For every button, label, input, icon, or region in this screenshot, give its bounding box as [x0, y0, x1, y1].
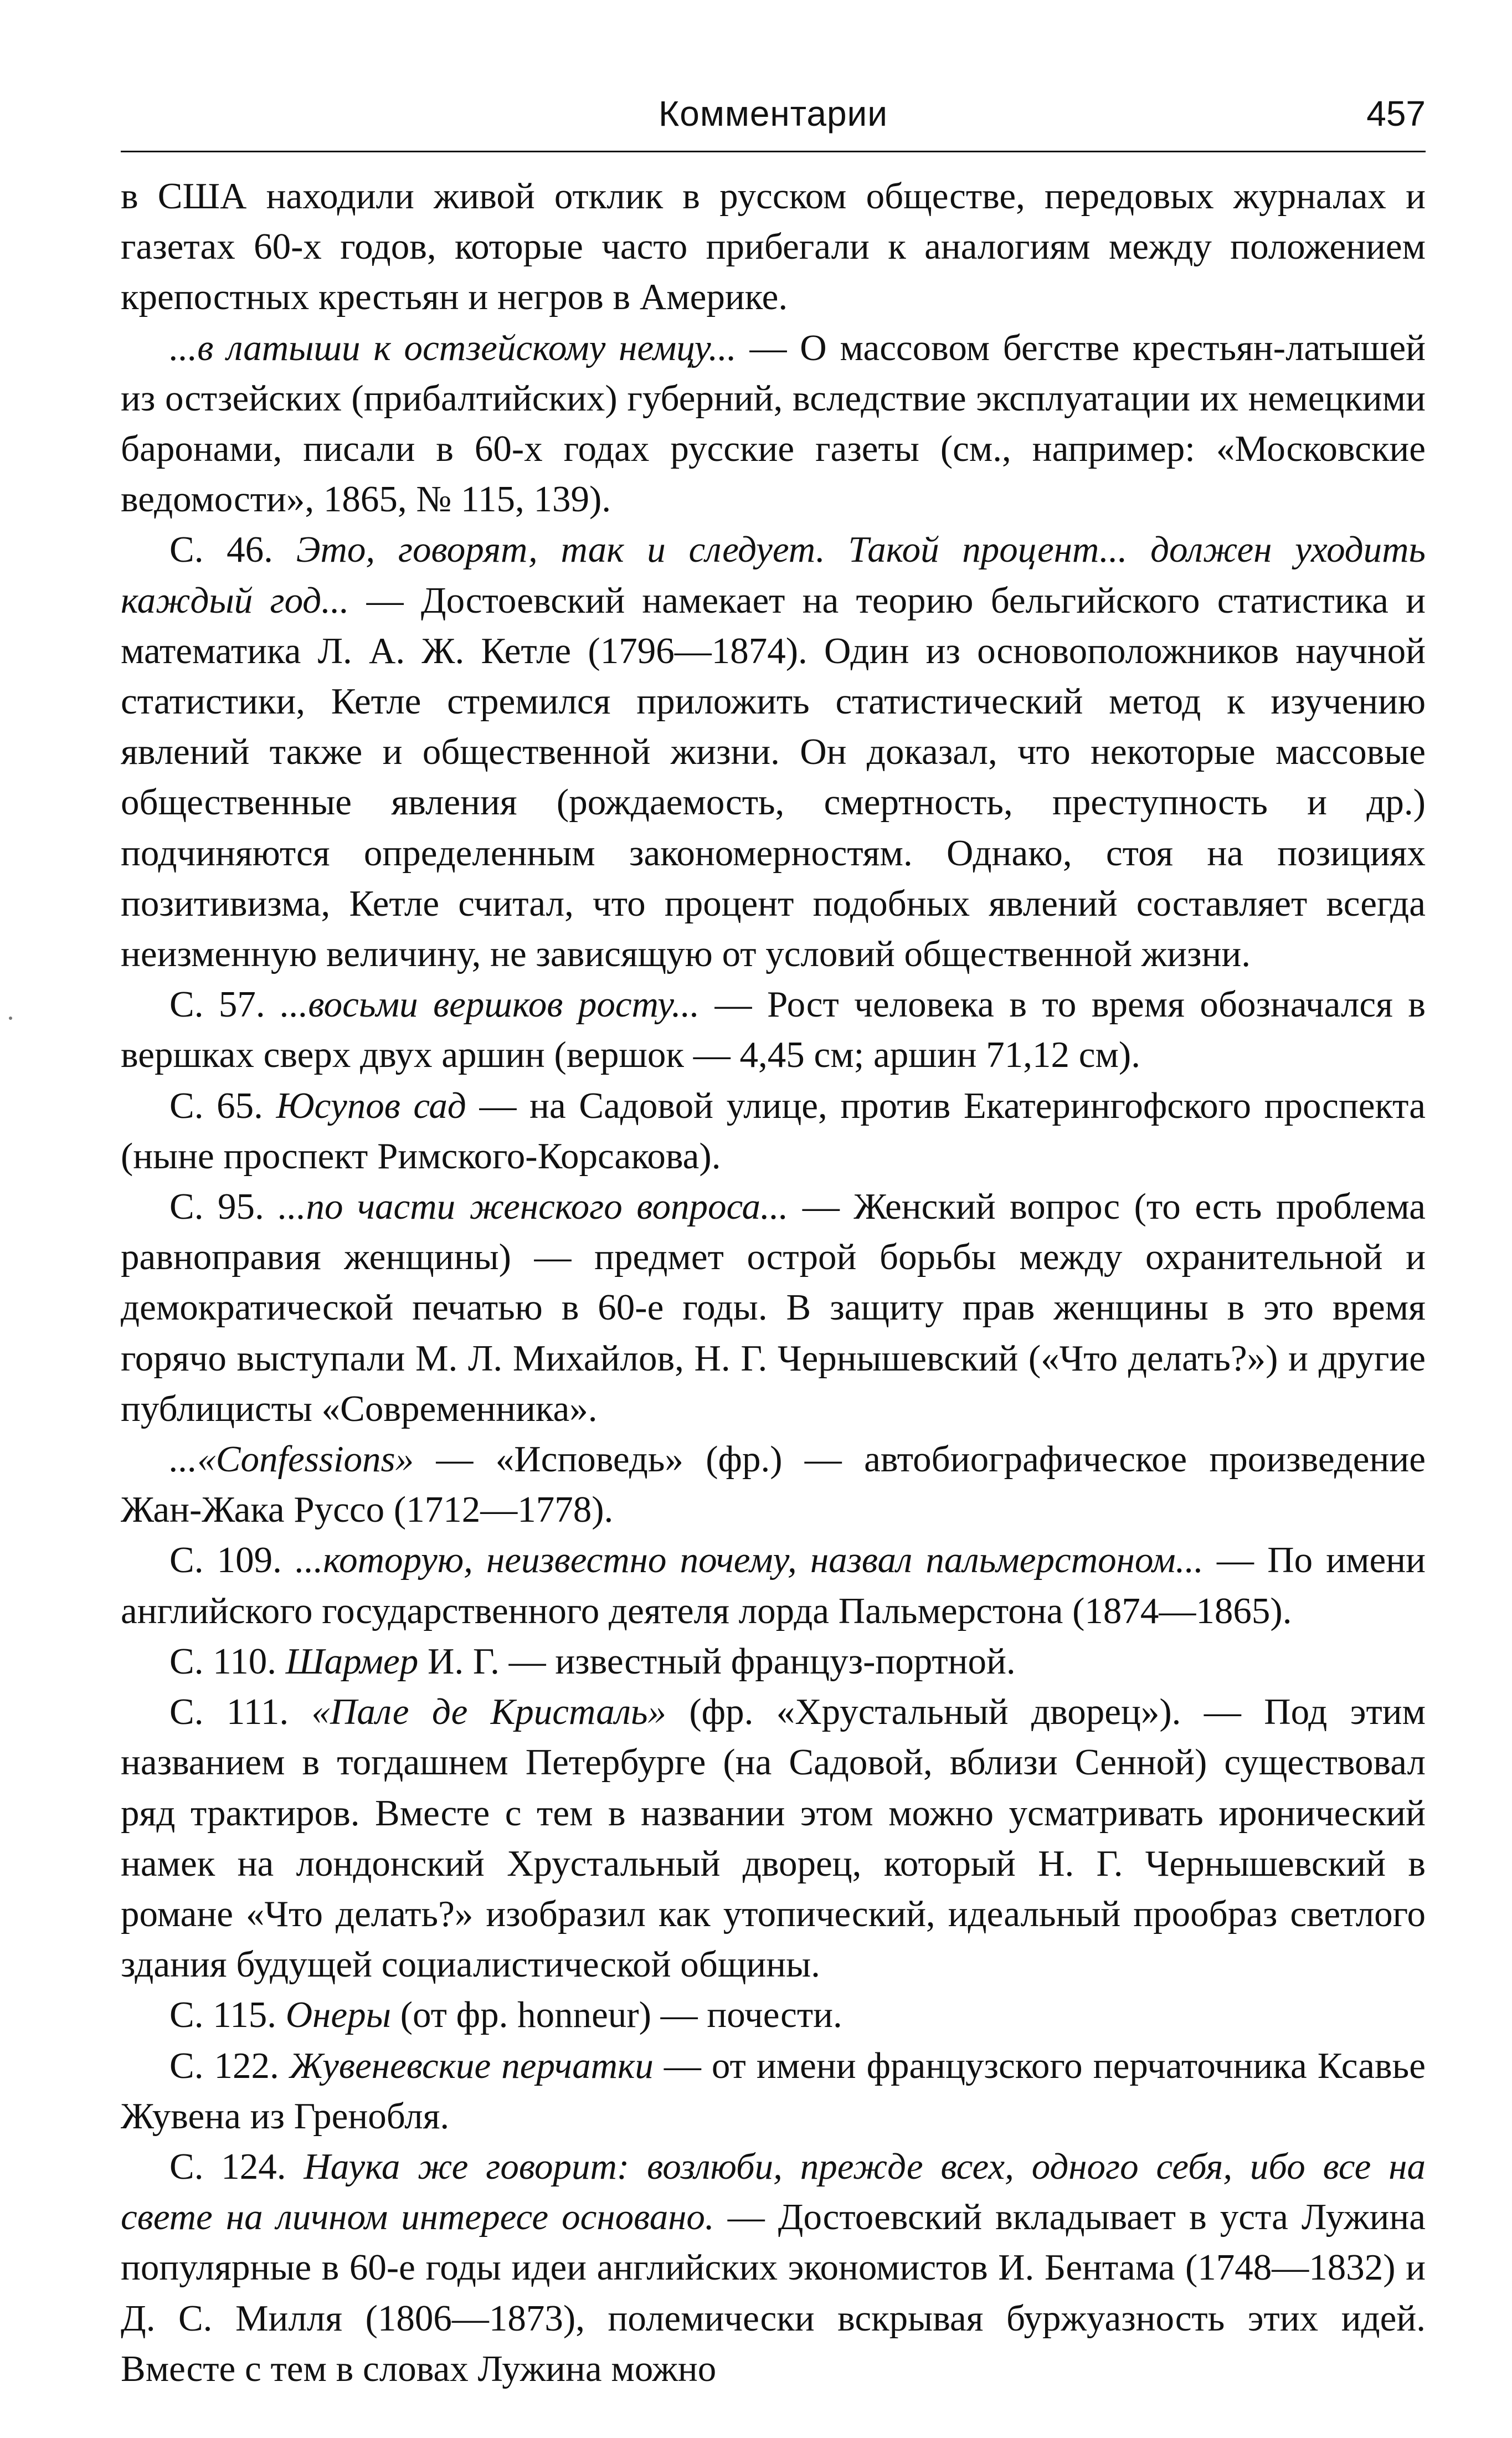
commentary-paragraph [121, 171, 1426, 323]
commentary-segment: С. 57. [169, 984, 281, 1025]
quoted-phrase: «Пале де Кристаль» [311, 1691, 666, 1733]
commentary-paragraph [121, 1182, 1426, 1434]
quoted-phrase: ...которую, неизвестно почему, назвал пальмерстоном... [295, 1539, 1204, 1581]
commentary-segment: — Рост человека в то время обозначался в вершках сверх двух аршин (вершок — 4,45 см; аршин 71,12 см). [121, 984, 1426, 1076]
commentary-segment: С. 115. [169, 1994, 286, 2036]
commentary-segment: — О массовом бегстве крестьян-латышей из остзейских (прибалтийских) губерний, вследствие эксплуатации их немецкими баронами, писали в 60-х годах русские газеты (см., например: «Московские ведомости», 1865, № 115, 139). [121, 327, 1426, 520]
commentary-segment: С. 124. [169, 2146, 304, 2187]
commentary-segment: (от фр. honneur) — почести. [390, 1994, 842, 2036]
quoted-phrase: Это, говорят, так и следует. Такой процент... должен уходить каждый год... [121, 529, 1426, 621]
margin-mark [9, 1017, 12, 1020]
commentary-paragraph [121, 1990, 1426, 2040]
commentary-segment: — Женский вопрос (то есть проблема равноправия женщины) — предмет острой борьбы между охранительной и демократической печатью в 60-е годы. В защиту прав женщины в это время горячо выступали М. Л. Михайлов, Н. Г. Чернышевский («Что делать?») и другие публицисты «Современника». [121, 1186, 1426, 1429]
commentary-paragraph [121, 1535, 1426, 1636]
quoted-phrase: Шармер [285, 1640, 419, 1682]
quoted-phrase: Онеры [285, 1994, 391, 2036]
commentary-paragraph [121, 1081, 1426, 1182]
commentary-paragraph [121, 1434, 1426, 1535]
header-title: Комментарии [658, 94, 888, 134]
commentary-paragraph [121, 1687, 1426, 1990]
quoted-phrase: ...восьми вершков росту... [280, 984, 700, 1025]
commentary-segment: — Достоевский намекает на теорию бельгийского статистика и математика Л. А. Ж. Кетле (1796—1874). Один из основоположников научной статистики, Кетле стремился приложить статистический метод к изучению явлений также и общественной жизни. Он доказал, что некоторые массовые общественные явления (рождаемость, смертность, преступность и др.) подчиняются определенным закономерностям. Однако, стоя на позициях позитивизма, Кетле считал, что процент подобных явлений составляет всегда неизменную величину, не зависящую от условий общественной жизни. [121, 579, 1426, 975]
commentary-segment: И. Г. — известный француз-портной. [418, 1640, 1016, 1682]
commentary-paragraph [121, 1636, 1426, 1687]
commentary-segment: — на Садовой улице, против Екатерингофского проспекта (ныне проспект Римского-Корсакова). [121, 1085, 1426, 1177]
commentary-segment: С. 46. [169, 529, 296, 571]
commentary-text [121, 171, 1426, 2394]
commentary-segment: С. 111. [169, 1691, 312, 1733]
quoted-phrase: ...по части женского вопроса... [278, 1186, 789, 1228]
quoted-phrase: ...в латыши к остзейскому немцу... [169, 327, 737, 368]
book-page [121, 89, 1426, 2394]
quoted-phrase: Наука же говорит: возлюби, прежде всех, одного себя, ибо все на свете на личном интересе основано. [121, 2146, 1426, 2238]
commentary-paragraph [121, 2142, 1426, 2394]
commentary-segment: — Достоевский вкладывает в уста Лужина популярные в 60-е годы идеи английских экономистов И. Бентама (1748—1832) и Д. С. Милля (1806—1873), полемически вскрывая буржуазность этих идей. Вместе с тем в словах Лужина можно [121, 2196, 1426, 2389]
running-header [121, 89, 1426, 152]
commentary-paragraph [121, 2041, 1426, 2142]
commentary-segment: — По имени английского государственного деятеля лорда Пальмерстона (1874—1865). [121, 1539, 1426, 1631]
commentary-segment: в США находили живой отклик в русском обществе, передовых журналах и газетах 60-х годов, которые часто прибегали к аналогиям между положением крепостных крестьян и негров в Америке. [121, 176, 1426, 318]
commentary-segment: С. 109. [169, 1539, 296, 1581]
commentary-paragraph [121, 323, 1426, 525]
commentary-segment: С. 65. [169, 1085, 276, 1126]
commentary-segment: С. 122. [169, 2045, 290, 2086]
commentary-paragraph [121, 979, 1426, 1080]
commentary-segment: (фр. «Хрустальный дворец»). — Под этим названием в тогдашнем Петербурге (на Садовой, вблизи Сенной) существовал ряд трактиров. Вместе с тем в названии этом можно усматривать иронический намек на лондонский Хрустальный дворец, который Н. Г. Чернышевский в романе «Что делать?» изобразил как утопический, идеальный прообраз светлого здания будущей социалистической общины. [121, 1691, 1426, 1985]
page-number: 457 [1366, 94, 1426, 134]
quoted-phrase: Жувеневские перчатки [289, 2045, 654, 2086]
quoted-phrase: ...«Confessions» [169, 1439, 414, 1480]
commentary-paragraph [121, 525, 1426, 979]
quoted-phrase: Юсупов сад [276, 1085, 466, 1126]
commentary-segment: — от имени французского перчаточника Ксавье Жувена из Гренобля. [121, 2045, 1426, 2137]
commentary-segment: — «Исповедь» (фр.) — автобиографическое произведение Жан-Жака Руссо (1712—1778). [121, 1439, 1426, 1531]
commentary-segment: С. 95. [169, 1186, 279, 1228]
commentary-segment: С. 110. [169, 1640, 286, 1682]
